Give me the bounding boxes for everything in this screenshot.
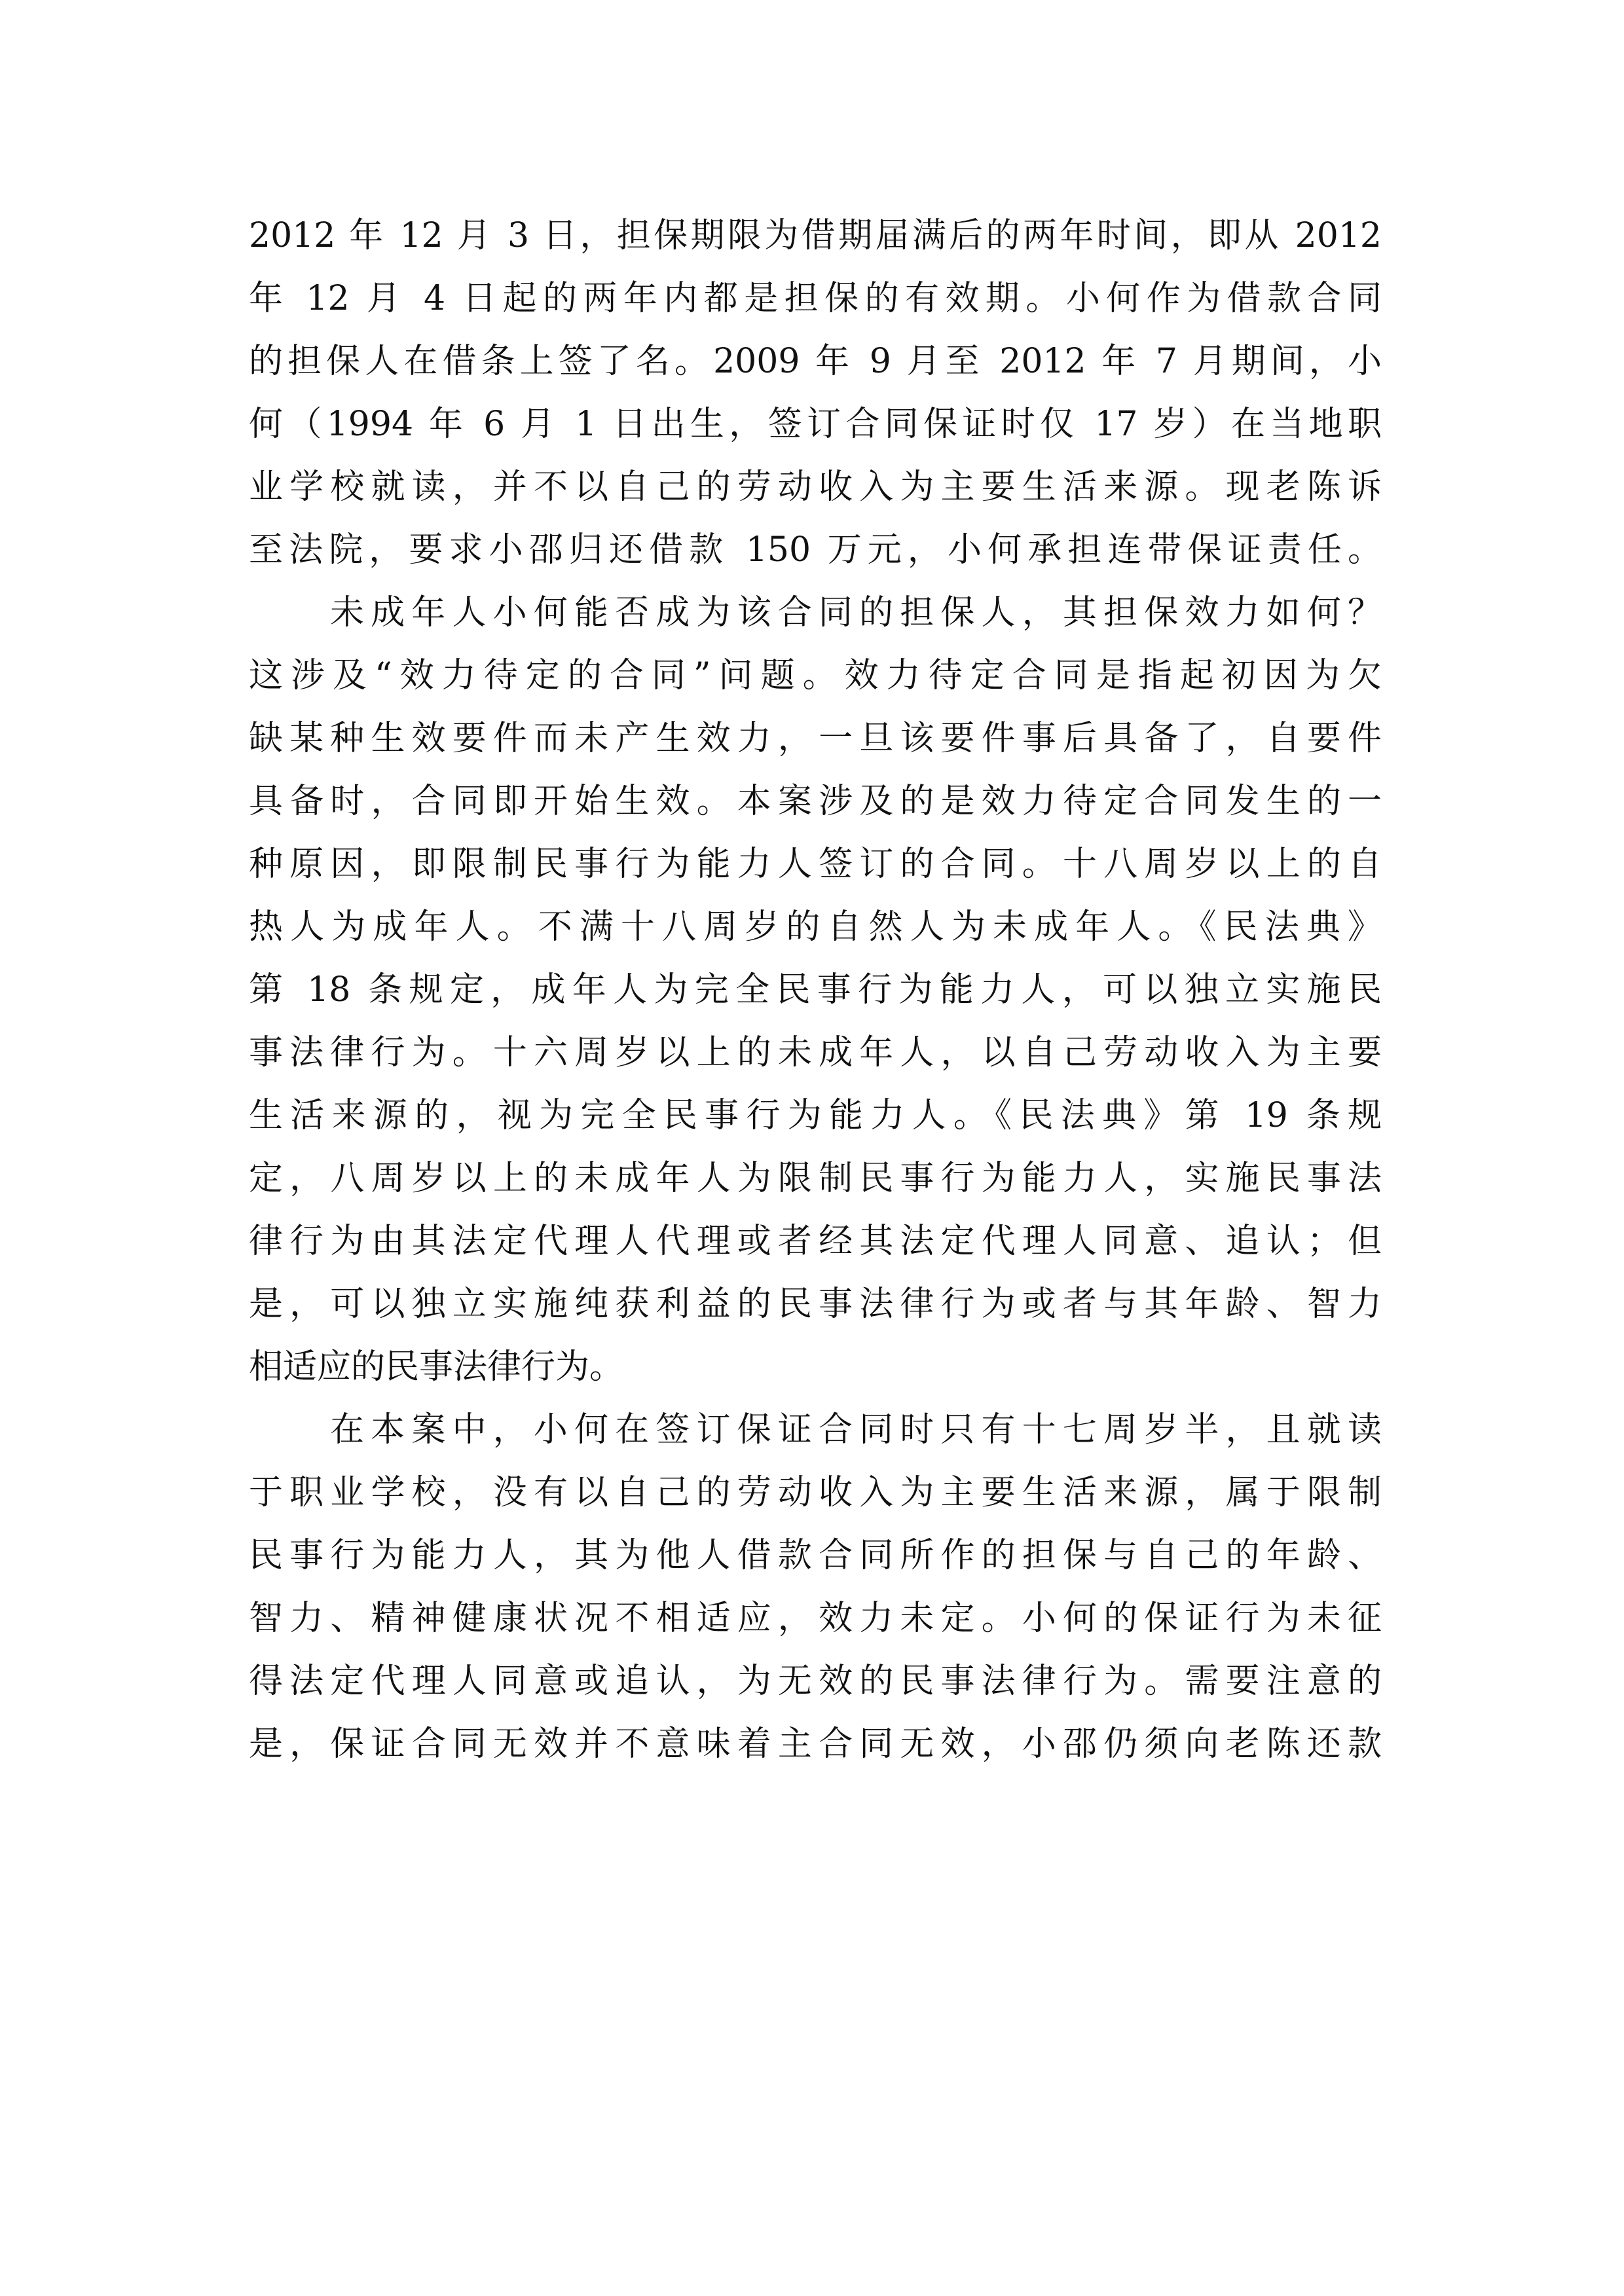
text-line: 事法律行为。十六周岁以上的未成年人，以自己劳动收入为主要 <box>249 1033 1382 1072</box>
text-line: 定，八周岁以上的未成年人为限制民事行为能力人，实施民事法 <box>249 1159 1382 1198</box>
text-line: 何（1994 年 6 月 1 日出生，签订合同保证时仅 17 岁）在当地职 <box>249 405 1382 444</box>
text-line: 年 12 月 4 日起的两年内都是担保的有效期。小何作为借款合同 <box>249 279 1382 318</box>
paragraph-2 <box>249 581 1382 1398</box>
text-line: 这涉及“效力待定的合同”问题。效力待定合同是指起初因为欠 <box>249 656 1382 695</box>
text-line: 在本案中，小何在签订保证合同时只有十七周岁半，且就读 <box>330 1410 1382 1449</box>
text-line: 具备时，合同即开始生效。本案涉及的是效力待定合同发生的一 <box>249 782 1382 821</box>
text-line: 缺某种生效要件而未产生效力，一旦该要件事后具备了，自要件 <box>249 719 1382 758</box>
text-line: 得法定代理人同意或追认，为无效的民事法律行为。需要注意的 <box>249 1662 1382 1701</box>
text-line: 至法院，要求小邵归还借款 150 万元，小何承担连带保证责任。 <box>249 530 1382 570</box>
body-text <box>249 204 1382 1776</box>
text-line: 生活来源的，视为完全民事行为能力人。《民法典》第 19 条规 <box>249 1096 1382 1135</box>
text-line: 2012 年 12 月 3 日，担保期限为借期届满后的两年时间，即从 2012 <box>249 216 1382 255</box>
text-line: 律行为由其法定代理人代理或者经其法定代理人同意、追认；但 <box>249 1222 1382 1261</box>
text-line: 业学校就读，并不以自己的劳动收入为主要生活来源。现老陈诉 <box>249 467 1382 507</box>
text-line: 热人为成年人。不满十八周岁的自然人为未成年人。《民法典》 <box>249 907 1382 947</box>
text-line: 智力、精神健康状况不相适应，效力未定。小何的保证行为未征 <box>249 1599 1382 1638</box>
text-line: 是，保证合同无效并不意味着主合同无效，小邵仍须向老陈还款 <box>249 1724 1382 1764</box>
text-line: 于职业学校，没有以自己的劳动收入为主要生活来源，属于限制 <box>249 1473 1382 1512</box>
text-line: 未成年人小何能否成为该合同的担保人，其担保效力如何？ <box>330 593 1382 632</box>
text-line: 种原因，即限制民事行为能力人签订的合同。十八周岁以上的自 <box>249 845 1382 884</box>
text-line: 是，可以独立实施纯获利益的民事法律行为或者与其年龄、智力 <box>249 1285 1382 1324</box>
text-line: 民事行为能力人，其为他人借款合同所作的担保与自己的年龄、 <box>249 1536 1382 1575</box>
text-line: 第 18 条规定，成年人为完全民事行为能力人，可以独立实施民 <box>249 970 1382 1010</box>
text-line: 的担保人在借条上签了名。2009 年 9 月至 2012 年 7 月期间，小 <box>249 342 1382 381</box>
paragraph-3 <box>249 1398 1382 1776</box>
text-line: 相适应的民事法律行为。 <box>249 1347 624 1387</box>
paragraph-1 <box>249 204 1382 581</box>
